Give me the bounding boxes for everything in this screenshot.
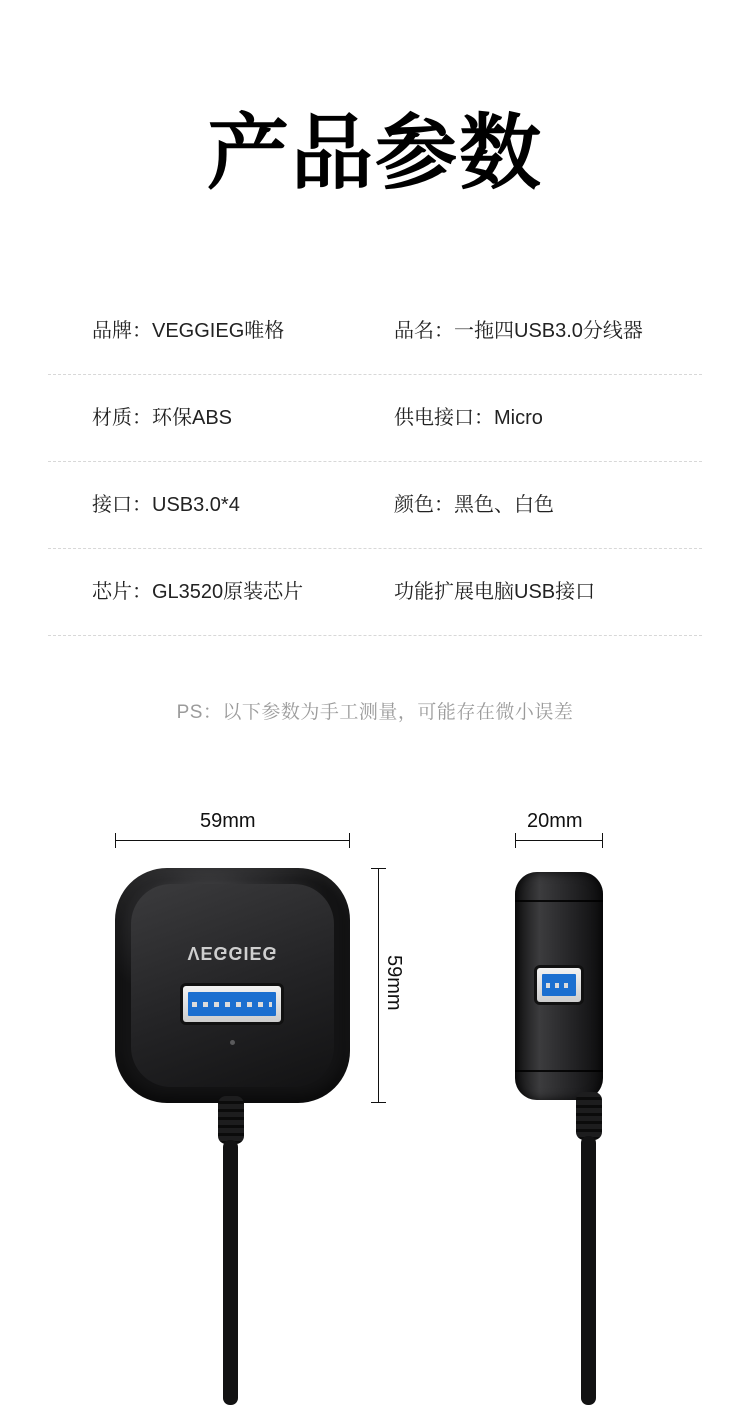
front-cable [223,1140,238,1405]
hub-front-view [115,868,350,1103]
side-width-dimension-line [515,840,603,841]
front-height-label: 59mm [383,955,405,1011]
front-width-label: 59mm [200,810,256,832]
front-height-dimension-line [378,868,379,1103]
led-indicator-icon [230,1040,235,1045]
side-cable-strain-relief [576,1092,602,1140]
table-row [48,375,702,462]
measurement-note: PS：以下参数为手工测量，可能存在微小误差 [176,702,574,723]
spec-cell-power-port: 供电接口：Micro [394,407,543,429]
spec-table [48,288,702,636]
spec-cell-brand: 品牌：VEGGIEG唯格 [92,320,285,342]
side-width-label: 20mm [527,810,583,832]
usb-port-side-icon [537,968,581,1002]
spec-cell-color: 颜色：黑色、白色 [394,494,554,516]
spec-cell-product: 品名：一拖四USB3.0分线器 [394,320,643,342]
spec-cell-interface: 接口：USB3.0*4 [92,494,240,516]
front-cable-strain-relief [218,1096,244,1144]
table-row [48,288,702,375]
hub-brand-text: VEGGIEG [187,943,278,963]
side-cable [581,1136,596,1405]
page-title: 产品参数 [206,106,543,201]
front-width-dimension-line [115,840,350,841]
spec-cell-function: 功能扩展电脑USB接口 [394,581,596,603]
spec-cell-material: 材质：环保ABS [92,407,233,429]
table-row [48,549,702,636]
spec-cell-chip: 芯片：GL3520原装芯片 [92,581,304,603]
product-diagram [0,790,750,1405]
usb-port-icon [183,986,281,1022]
hub-side-view [515,872,603,1100]
table-row [48,462,702,549]
